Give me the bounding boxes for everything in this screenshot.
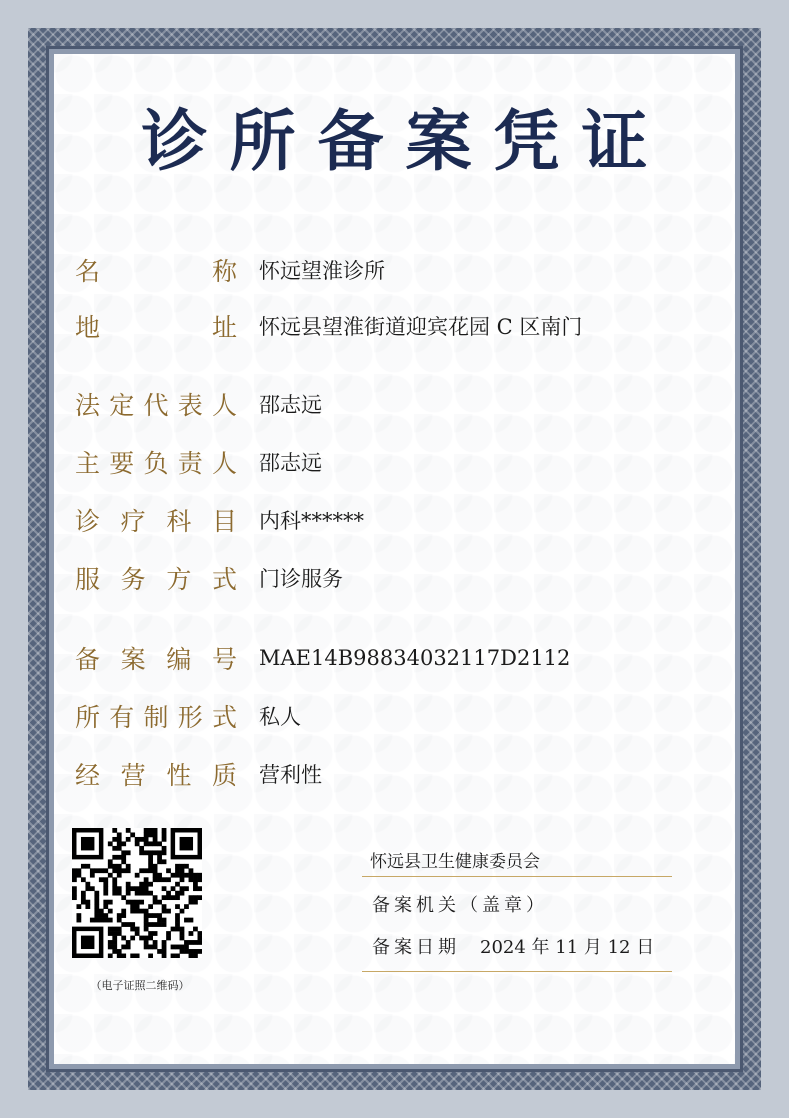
field-value: 邵志远	[259, 393, 322, 417]
field-label-char: 疗	[120, 507, 146, 536]
field-value: 营利性	[259, 763, 322, 787]
divider	[362, 876, 672, 877]
field-label-char: 编	[166, 645, 192, 674]
field-value: MAE14B98834032117D2112	[259, 646, 571, 670]
field-label-char: 所	[75, 703, 101, 732]
field-label-char: 法	[75, 391, 101, 420]
qr-block	[72, 828, 208, 993]
qr-caption: （电子证照二维码）	[90, 979, 190, 992]
field-label-char: 式	[211, 703, 237, 732]
field-label-char: 方	[166, 565, 192, 594]
field-label-char: 有	[109, 703, 135, 732]
field-label-char: 备	[75, 645, 101, 674]
issuing-authority	[362, 848, 672, 972]
field-label-char: 式	[211, 565, 237, 594]
filing-date-row	[362, 933, 672, 959]
field-label-char: 营	[120, 761, 146, 790]
field-label-char: 形	[177, 703, 203, 732]
field-label	[75, 386, 237, 422]
field-label-char: 表	[177, 391, 203, 420]
field-label	[75, 308, 237, 344]
field-row	[75, 698, 301, 734]
field-label-char: 称	[211, 257, 237, 286]
field-label-char: 诊	[75, 507, 101, 536]
field-row	[75, 308, 582, 344]
field-label-char: 性	[166, 761, 192, 790]
field-label	[75, 640, 237, 676]
field-value: 怀远望淮诊所	[259, 259, 385, 283]
field-label	[75, 252, 237, 288]
field-label-char: 负	[143, 449, 169, 478]
field-label	[75, 444, 237, 480]
field-label	[75, 756, 237, 792]
field-label	[75, 502, 237, 538]
field-label-char: 名	[75, 257, 101, 286]
field-label-char: 号	[211, 645, 237, 674]
field-label-char: 主	[75, 449, 101, 478]
qr-code-icon[interactable]	[72, 828, 202, 958]
field-label-char: 案	[120, 645, 146, 674]
field-label-char: 质	[211, 761, 237, 790]
field-label-char: 服	[75, 565, 101, 594]
field-label-char: 址	[211, 313, 237, 342]
field-value: 门诊服务	[259, 567, 343, 591]
field-label-char: 人	[211, 449, 237, 478]
seal-label: 备案机关（盖章）	[372, 895, 548, 916]
field-row	[75, 756, 322, 792]
field-label-char: 务	[120, 565, 146, 594]
field-label-char: 要	[109, 449, 135, 478]
field-label-char: 定	[109, 391, 135, 420]
field-label-char: 制	[143, 703, 169, 732]
filing-date-label: 备案日期	[372, 937, 460, 958]
filing-date-value: 2024 年 11 月 12 日	[480, 937, 655, 958]
field-label-char: 目	[211, 507, 237, 536]
field-label-char: 责	[177, 449, 203, 478]
field-label-char: 地	[75, 313, 101, 342]
field-row	[75, 640, 570, 676]
certificate-title: 诊所备案凭证	[141, 103, 670, 180]
field-row	[75, 444, 322, 480]
field-value: 怀远县望淮街道迎宾花园 C 区南门	[259, 315, 583, 339]
field-label-char: 经	[75, 761, 101, 790]
authority-name: 怀远县卫生健康委员会	[370, 852, 540, 872]
field-row	[75, 386, 322, 422]
field-label	[75, 698, 237, 734]
divider	[362, 971, 672, 972]
field-row	[75, 560, 343, 596]
field-value: 私人	[259, 705, 301, 729]
field-value: 邵志远	[259, 451, 322, 475]
field-row	[75, 502, 364, 538]
field-label-char: 科	[166, 507, 192, 536]
field-label	[75, 560, 237, 596]
field-row	[75, 252, 385, 288]
field-label-char: 人	[211, 391, 237, 420]
field-label-char: 代	[143, 391, 169, 420]
field-value: 内科******	[259, 509, 364, 533]
